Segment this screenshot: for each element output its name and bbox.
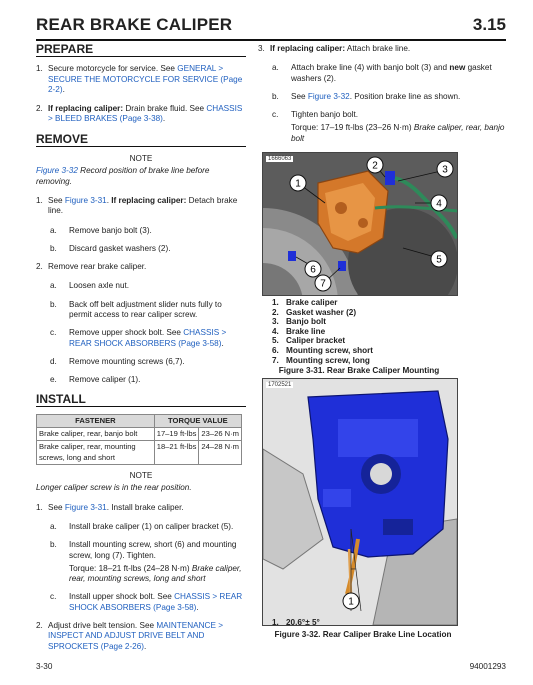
figure-3-31-image <box>262 152 458 296</box>
svg-text:3: 3 <box>442 164 448 176</box>
link-figure-3-32[interactable]: Figure 3-32 <box>307 91 350 101</box>
install-substep: c. Tighten banjo bolt. Torque: 17–19 ft-lbs (23–26 N·m) Brake caliper, rear, banjo bolt <box>272 110 505 143</box>
svg-text:1: 1 <box>295 178 301 190</box>
link-figure-3-31[interactable]: Figure 3-31 <box>64 502 107 512</box>
figure-3-32-image <box>262 378 458 626</box>
right-column <box>258 44 506 152</box>
install-substep: b. See Figure 3-32. Position brake line as shown. <box>272 91 461 101</box>
legend-item: 2. Gasket washer (2) <box>272 307 357 317</box>
callout-3 <box>437 161 453 177</box>
figure-3-32-legend <box>272 618 320 628</box>
legend-item: 7. Mounting screw, long <box>272 355 370 365</box>
svg-text:1: 1 <box>348 596 354 608</box>
remove-substep: b. Discard gasket washers (2). <box>50 243 171 253</box>
brake-line-location-illustration <box>263 379 457 625</box>
prepare-step-2: 2. If replacing caliper: Drain brake fluid. See CHASSIS > BLEED BRAKES (Page 3-38). <box>36 104 243 124</box>
table-row: Brake caliper, rear, mounting screws, long and short 18–21 ft-lbs 24–28 N·m <box>37 441 242 465</box>
svg-text:7: 7 <box>320 278 326 290</box>
remove-substep: b. Back off belt adjustment slider nuts fully to permit access to rear caliper screw. <box>50 299 222 320</box>
footer-page-number: 3-30 <box>36 662 53 671</box>
figure-3-32-caption: Figure 3-32. Rear Caliper Brake Line Location <box>274 630 452 639</box>
remove-substep: e. Remove caliper (1). <box>50 375 141 385</box>
figure-id: 1702521 <box>268 382 292 388</box>
callout-2 <box>367 157 383 173</box>
callout-7 <box>315 275 331 291</box>
svg-text:4: 4 <box>436 198 442 210</box>
link-drive-belt[interactable]: MAINTENANCE > INSPECT AND ADJUST DRIVE BELT AND SPROCKETS (Page 2-26) <box>48 620 223 651</box>
link-rear-shock-absorbers[interactable]: CHASSIS > REAR SHOCK ABSORBERS (Page 3-58) <box>69 592 243 612</box>
section-heading-prepare: PREPARE <box>36 44 246 57</box>
link-secure-motorcycle[interactable]: GENERAL > SECURE THE MOTORCYCLE FOR SERVICE (Page 2-2) <box>48 64 243 94</box>
callout-1 <box>343 593 359 609</box>
figure-3-31-legend <box>272 298 373 365</box>
callout-1 <box>290 175 306 191</box>
page-number: 3.15 <box>472 15 506 34</box>
callout-6 <box>305 261 321 277</box>
legend-item: 6. Mounting screw, short <box>272 345 374 355</box>
torque-spec: Torque: 17–19 ft-lbs (23–26 N·m) Brake caliper, rear, banjo bolt <box>291 123 505 143</box>
legend-item: 1. 20.6°± 5° <box>272 618 320 627</box>
note-label: NOTE <box>129 154 153 164</box>
install-substep: a. Attach brake line (4) with banjo bolt (3) and new gasket washers (2). <box>272 63 492 83</box>
page-title: REAR BRAKE CALIPER <box>36 15 233 34</box>
link-figure-3-31[interactable]: Figure 3-31 <box>64 195 107 205</box>
legend-item: 4. Brake line <box>272 326 326 336</box>
callout-4 <box>431 195 447 211</box>
svg-text:2: 2 <box>372 160 378 172</box>
legend-item: 1. Brake caliper <box>272 298 338 307</box>
note-text: Longer caliper screw is in the rear position. <box>36 483 192 493</box>
install-substep: b. Install mounting screw, short (6) and mounting screw, long (7). Tighten. Torque: 18–21 ft-lbs (24–28 N·m) Brake caliper, rear, mounting screws, long and short <box>36 540 246 584</box>
figure-3-31-caption: Figure 3-31. Rear Brake Caliper Mounting <box>278 366 440 375</box>
install-substep: c. Install upper shock bolt. See CHASSIS > REAR SHOCK ABSORBERS (Page 3-58). <box>50 592 243 612</box>
remove-step-1: 1. See Figure 3-31. If replacing caliper: Detach brake line. <box>36 195 238 216</box>
svg-text:6: 6 <box>310 264 316 276</box>
remove-substep: a. Remove banjo bolt (3). <box>50 225 152 235</box>
link-rear-shock-absorbers[interactable]: CHASSIS > REAR SHOCK ABSORBERS (Page 3-58) <box>69 328 227 348</box>
note-label: NOTE <box>129 471 153 481</box>
figure-id: 1666063 <box>268 156 292 162</box>
note-text: Figure 3-32 Record position of brake line before removing. <box>36 166 210 186</box>
table-header: TORQUE VALUE <box>154 414 241 427</box>
table-row: Brake caliper, rear, banjo bolt 17–19 ft-lbs 23–26 N·m <box>37 428 242 441</box>
remove-substep: c. Remove upper shock bolt. See CHASSIS > REAR SHOCK ABSORBERS (Page 3-58). <box>50 328 227 348</box>
install-step-2: 2. Adjust drive belt tension. See MAINTENANCE > INSPECT AND ADJUST DRIVE BELT AND SPROCKETS (Page 2-26). <box>36 620 223 651</box>
prepare-step-1: 1. Secure motorcycle for service. See GENERAL > SECURE THE MOTORCYCLE FOR SERVICE (Page 2-2). <box>36 64 243 94</box>
remove-substep: d. Remove mounting screws (6,7). <box>50 356 185 366</box>
caliper-mounting-illustration <box>263 153 457 295</box>
callout-5 <box>431 251 447 267</box>
remove-step-2: 2. Remove rear brake caliper. <box>36 262 147 272</box>
torque-spec: Torque: 18–21 ft-lbs (24–28 N·m) Brake caliper, rear, mounting screws, long and short <box>69 563 242 584</box>
legend-item: 5. Caliper bracket <box>272 336 346 346</box>
install-substep: a. Install brake caliper (1) on caliper bracket (5). <box>50 521 234 531</box>
section-heading-remove: REMOVE <box>36 134 246 147</box>
link-figure-3-32[interactable]: Figure 3-32 <box>36 166 78 176</box>
page-header <box>36 13 506 41</box>
svg-text:5: 5 <box>436 254 442 266</box>
footer-doc-number: 94001293 <box>469 662 506 671</box>
legend-item: 3. Banjo bolt <box>272 317 327 327</box>
install-step-3: 3. If replacing caliper: Attach brake line. <box>258 44 411 53</box>
left-column <box>36 44 246 661</box>
link-bleed-brakes[interactable]: CHASSIS > BLEED BRAKES (Page 3-38) <box>48 104 243 124</box>
remove-substep: a. Loosen axle nut. <box>50 281 130 291</box>
section-heading-install: INSTALL <box>36 394 246 407</box>
install-step-1: 1. See Figure 3-31. Install brake caliper. <box>36 502 184 512</box>
table-header: FASTENER <box>37 414 155 427</box>
torque-table <box>36 414 242 465</box>
